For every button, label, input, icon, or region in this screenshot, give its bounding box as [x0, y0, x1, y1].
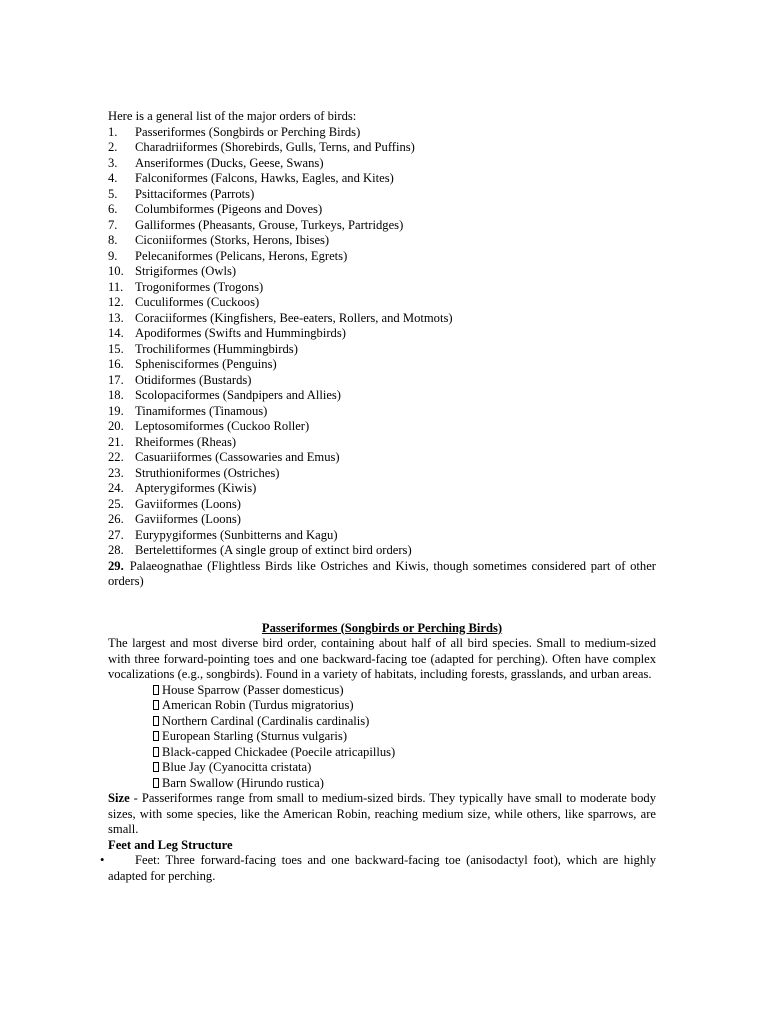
- example-text: Northern Cardinal (Cardinalis cardinalis): [162, 713, 370, 728]
- order-item: [108, 419, 656, 435]
- order-item: [108, 373, 656, 389]
- order-text: Bertelettiformes (A single group of extinct bird orders): [135, 543, 412, 557]
- size-text: - Passeriformes range from small to medium-sized birds. They typically have small to moderate body sizes, with some species, like the American Robin, reaching medium size, while others, like sparrows, are small.: [108, 791, 656, 836]
- order-number: 13.: [108, 310, 124, 325]
- missing-glyph-icon: [153, 685, 159, 695]
- order-number: 3.: [108, 155, 118, 170]
- example-item: [153, 745, 656, 761]
- example-item: [153, 760, 656, 776]
- order-text: Otidiformes (Bustards): [135, 372, 252, 387]
- order-text: Anseriformes (Ducks, Geese, Swans): [135, 155, 324, 170]
- missing-glyph-icon: [153, 747, 159, 757]
- order-text: Strigiformes (Owls): [135, 264, 237, 278]
- order-item: [108, 156, 656, 172]
- order-text: Gaviiformes (Loons): [135, 496, 241, 511]
- examples-list: [108, 683, 656, 792]
- order-item: [108, 233, 656, 249]
- example-text: European Starling (Sturnus vulgaris): [162, 729, 348, 743]
- order-text: Falconiformes (Falcons, Hawks, Eagles, and Kites): [135, 171, 394, 185]
- order-number: 18.: [108, 388, 124, 402]
- order-item: [108, 528, 656, 544]
- size-paragraph: [108, 791, 656, 838]
- order-item: [108, 187, 656, 203]
- order-number: 7.: [108, 217, 118, 232]
- order-number: 11.: [108, 279, 124, 294]
- order-item: [108, 326, 656, 342]
- order-text: Gaviiformes (Loons): [135, 512, 241, 526]
- order-text: Apterygiformes (Kiwis): [135, 481, 257, 495]
- order-text: Charadriiformes (Shorebirds, Gulls, Terns, and Puffins): [135, 140, 415, 154]
- order-text: Trogoniformes (Trogons): [135, 279, 264, 294]
- order-number: 5.: [108, 186, 118, 201]
- order-text: Casuariiformes (Cassowaries and Emus): [135, 450, 340, 464]
- order-number: 17.: [108, 372, 124, 387]
- order-number: 28.: [108, 543, 124, 557]
- order-item: [108, 125, 656, 141]
- order-item: [108, 466, 656, 482]
- order-text: Columbiformes (Pigeons and Doves): [135, 202, 323, 216]
- order-number: 6.: [108, 202, 118, 216]
- order-item: [108, 280, 656, 296]
- order-number: 22.: [108, 450, 124, 464]
- size-lead: Size: [108, 791, 130, 805]
- missing-glyph-icon: [153, 731, 159, 741]
- order-number: 12.: [108, 295, 124, 309]
- feet-text: Feet: Three forward-facing toes and one backward-facing toe (anisodactyl foot), which are highly adapted for perching.: [108, 853, 656, 883]
- order-number: 16.: [108, 357, 124, 371]
- order-text: Sphenisciformes (Penguins): [135, 357, 277, 371]
- order-item: [108, 311, 656, 327]
- order-number: 9.: [108, 248, 118, 263]
- order-number: 20.: [108, 419, 124, 433]
- example-item: [153, 683, 656, 699]
- order-item: [108, 171, 656, 187]
- order-number: 2.: [108, 140, 118, 154]
- example-text: American Robin (Turdus migratorius): [162, 698, 354, 712]
- example-text: Barn Swallow (Hirundo rustica): [162, 775, 324, 790]
- example-item: [153, 729, 656, 745]
- order-item: [108, 404, 656, 420]
- order-text: Scolopaciformes (Sandpipers and Allies): [135, 388, 342, 402]
- order-text: Rheiformes (Rheas): [135, 434, 237, 449]
- order-item: [108, 497, 656, 513]
- missing-glyph-icon: [153, 700, 159, 710]
- order-item: [108, 218, 656, 234]
- order-number: 27.: [108, 527, 124, 542]
- section-description: The largest and most diverse bird order, containing about half of all bird species. Small to medium-sized with three forward-pointing toes and one backward-facing toe (adapted for perching). Often have complex vocalizations (e.g., songbirds). Found in a variety of habitats, including forests, grasslands, and urban areas.: [108, 636, 656, 681]
- missing-glyph-icon: [153, 762, 159, 772]
- order-number: 1.: [108, 124, 118, 139]
- bird-orders-list: [108, 125, 656, 590]
- example-text: Black-capped Chickadee (Poecile atricapillus): [162, 744, 396, 759]
- order-item: [108, 249, 656, 265]
- order-text: Coraciiformes (Kingfishers, Bee-eaters, Rollers, and Motmots): [135, 310, 453, 325]
- example-text: Blue Jay (Cyanocitta cristata): [162, 760, 312, 774]
- missing-glyph-icon: [153, 778, 159, 788]
- order-text: Apodiformes (Swifts and Hummingbirds): [135, 326, 346, 340]
- bullet-icon: •: [100, 853, 105, 867]
- order-item: [108, 202, 656, 218]
- order-text: Leptosomiformes (Cuckoo Roller): [135, 419, 310, 433]
- order-text: Struthioniformes (Ostriches): [135, 465, 280, 480]
- order-item: [108, 450, 656, 466]
- order-item: [108, 481, 656, 497]
- order-number: 15.: [108, 341, 124, 356]
- order-text: Pelecaniformes (Pelicans, Herons, Egrets): [135, 248, 348, 263]
- order-item: [108, 140, 656, 156]
- example-item: [153, 698, 656, 714]
- order-number: 21.: [108, 434, 124, 449]
- example-item: [153, 714, 656, 730]
- order-number: 25.: [108, 496, 124, 511]
- order-text: Eurypygiformes (Sunbitterns and Kagu): [135, 527, 338, 542]
- order-text: Ciconiiformes (Storks, Herons, Ibises): [135, 233, 330, 247]
- order-item: [108, 264, 656, 280]
- order-item: [108, 357, 656, 373]
- order-text: Cuculiformes (Cuckoos): [135, 295, 260, 309]
- document-body: [100, 109, 656, 884]
- example-item: [153, 776, 656, 792]
- order-item: [108, 559, 656, 590]
- order-item: [108, 512, 656, 528]
- order-number: 8.: [108, 233, 118, 247]
- order-number: 26.: [108, 512, 124, 526]
- section-title: Passeriformes (Songbirds or Perching Birds): [261, 620, 503, 635]
- order-text: Palaeognathae (Flightless Birds like Ostriches and Kiwis, though sometimes considered part of other orders): [108, 558, 656, 588]
- order-text: Galliformes (Pheasants, Grouse, Turkeys, Partridges): [135, 217, 404, 232]
- order-item: [108, 295, 656, 311]
- order-number: 24.: [108, 481, 124, 495]
- order-item: [108, 342, 656, 358]
- order-text: Passeriformes (Songbirds or Perching Birds): [135, 124, 361, 139]
- order-number: 23.: [108, 465, 124, 480]
- order-item: [108, 543, 656, 559]
- intro-text: Here is a general list of the major orders of birds:: [108, 109, 357, 123]
- order-number: 10.: [108, 264, 124, 278]
- order-number: 19.: [108, 403, 124, 418]
- order-item: [108, 388, 656, 404]
- order-number: 14.: [108, 326, 124, 340]
- missing-glyph-icon: [153, 716, 159, 726]
- feet-heading: Feet and Leg Structure: [108, 837, 233, 852]
- order-text: Psittaciformes (Parrots): [135, 186, 255, 201]
- order-number: 29.: [108, 558, 124, 573]
- feet-paragraph: [100, 853, 656, 884]
- order-text: Trochiliformes (Hummingbirds): [135, 341, 298, 356]
- order-text: Tinamiformes (Tinamous): [135, 403, 268, 418]
- order-number: 4.: [108, 171, 118, 185]
- example-text: House Sparrow (Passer domesticus): [162, 682, 344, 697]
- order-item: [108, 435, 656, 451]
